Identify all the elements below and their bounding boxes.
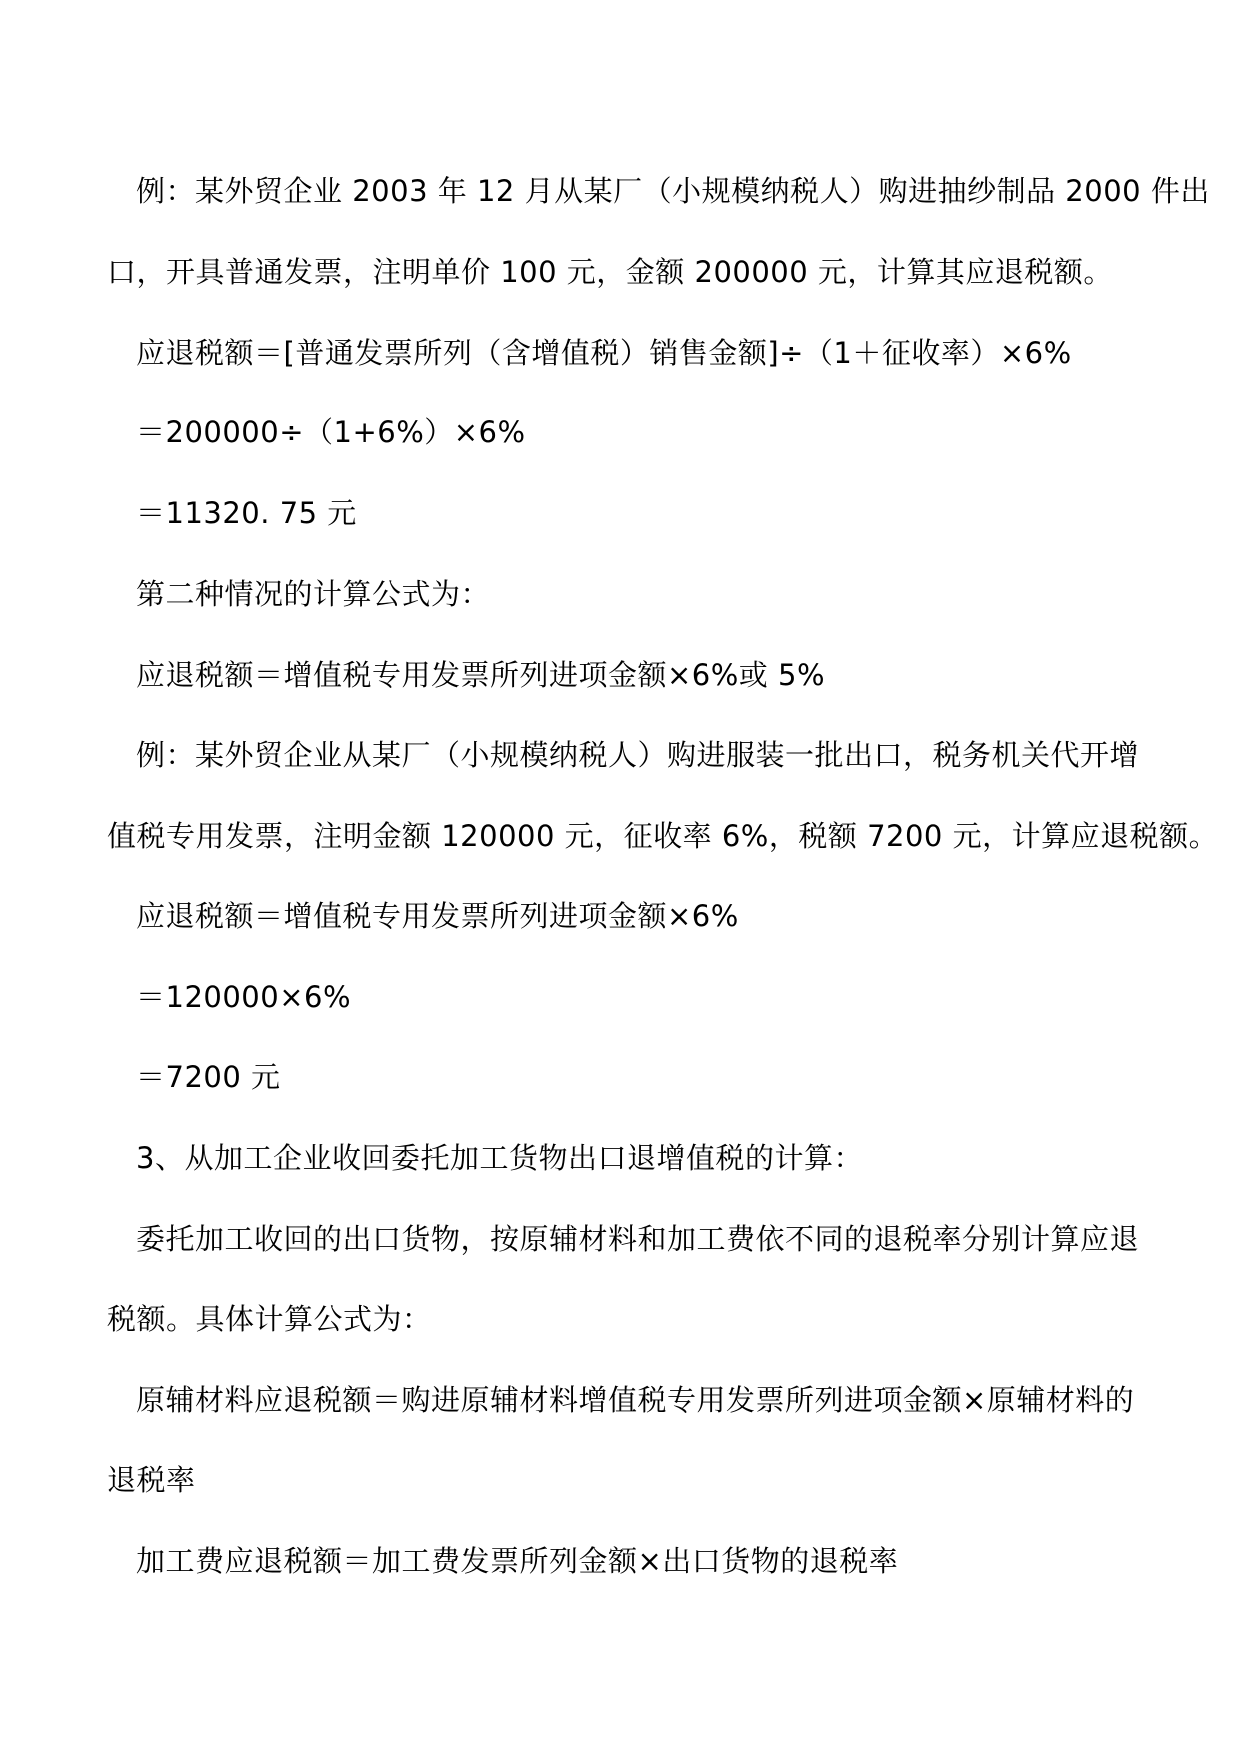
formula-result-1: ＝11320. 75 元 bbox=[136, 496, 357, 530]
formula-raw-materials-line-2: 退税率 bbox=[107, 1463, 196, 1497]
paragraph-example-1-line-1: 例：某外贸企业 2003 年 12 月从某厂（小规模纳税人）购进抽纱制品 2000 件出 bbox=[136, 174, 1210, 208]
paragraph-example-2-line-2: 值税专用发票，注明金额 120000 元，征收率 6%，税额 7200 元，计算应退税额。 bbox=[107, 819, 1219, 853]
formula-result-2: ＝7200 元 bbox=[136, 1060, 281, 1094]
formula-example-2: 应退税额＝增值税专用发票所列进项金额×6% bbox=[136, 899, 739, 933]
formula-general: 应退税额＝[普通发票所列（含增值税）销售金额]÷（1＋征收率）×6% bbox=[136, 336, 1072, 370]
formula-step-1: ＝200000÷（1+6%）×6% bbox=[136, 415, 526, 449]
section-heading-3: 3、从加工企业收回委托加工货物出口退增值税的计算： bbox=[136, 1141, 863, 1175]
formula-second-case: 应退税额＝增值税专用发票所列进项金额×6%或 5% bbox=[136, 658, 826, 692]
formula-processing-fee: 加工费应退税额＝加工费发票所列金额×出口货物的退税率 bbox=[136, 1544, 899, 1578]
paragraph-processing-line-1: 委托加工收回的出口货物，按原辅材料和加工费依不同的退税率分别计算应退 bbox=[136, 1222, 1140, 1256]
paragraph-processing-line-2: 税额。具体计算公式为： bbox=[107, 1302, 432, 1336]
section-heading-second-case: 第二种情况的计算公式为： bbox=[136, 577, 491, 611]
formula-step-2: ＝120000×6% bbox=[136, 980, 352, 1014]
paragraph-example-2-line-1: 例：某外贸企业从某厂（小规模纳税人）购进服装一批出口，税务机关代开增 bbox=[136, 738, 1140, 772]
paragraph-example-1-line-2: 口，开具普通发票，注明单价 100 元，金额 200000 元，计算其应退税额。 bbox=[107, 255, 1113, 289]
formula-raw-materials-line-1: 原辅材料应退税额＝购进原辅材料增值税专用发票所列进项金额×原辅材料的 bbox=[136, 1383, 1135, 1417]
